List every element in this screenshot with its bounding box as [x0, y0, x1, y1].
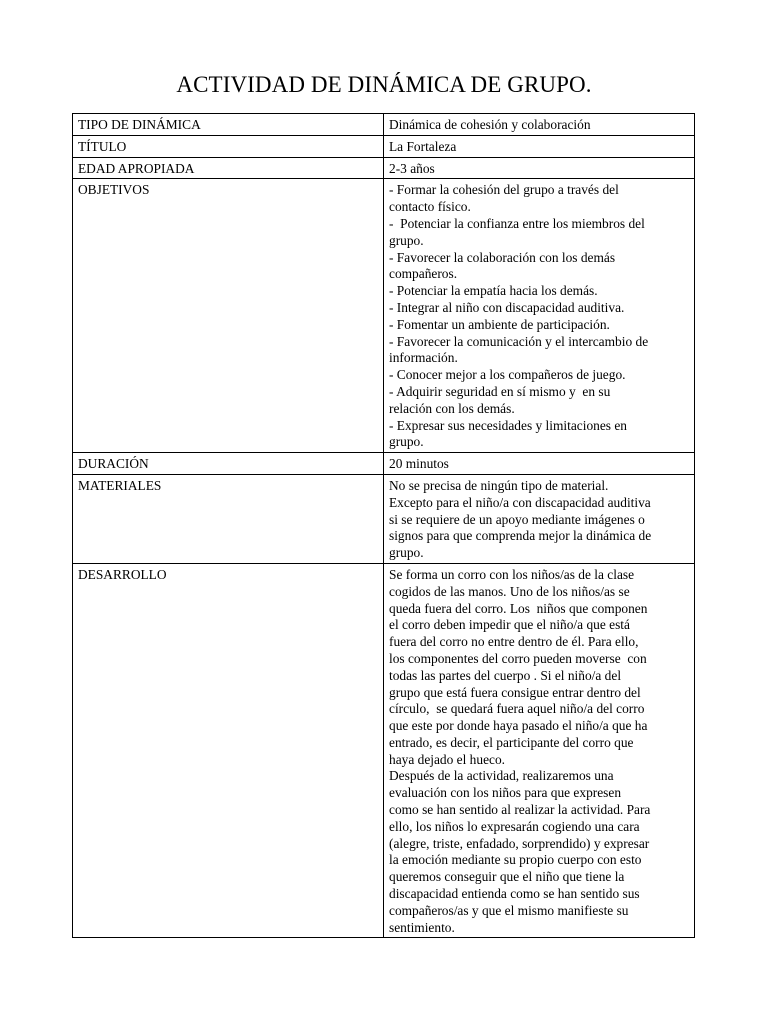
value-line: 20 minutos [389, 456, 449, 472]
value-line: Excepto para el niño/a con discapacidad auditiva [389, 494, 651, 510]
value-line: compañeros/as y que el mismo manifieste su [389, 902, 629, 918]
table-row [73, 453, 695, 475]
table-row [73, 179, 695, 453]
value-line: - Adquirir seguridad en sí mismo y en su [389, 383, 611, 399]
value-line: que este por donde haya pasado el niño/a que ha [389, 718, 648, 734]
row-value [384, 563, 695, 938]
value-line: No se precisa de ningún tipo de material. [389, 477, 609, 493]
page-title: ACTIVIDAD DE DINÁMICA DE GRUPO. [176, 72, 592, 97]
value-line: sentimiento. [389, 919, 455, 935]
value-line: fuera del corro no entre dentro de él. Para ello, [389, 634, 639, 650]
value-line: los componentes del corro pueden moverse con [389, 650, 647, 666]
value-line: contacto físico. [389, 199, 471, 215]
value-line: Se forma un corro con los niños/as de la clase [389, 566, 635, 582]
value-line: (alegre, triste, enfadado, sorprendido) y expresar [389, 835, 650, 851]
value-line: 2-3 años [389, 160, 435, 176]
row-label: OBJETIVOS [73, 179, 384, 453]
row-value [384, 453, 695, 475]
row-value [384, 474, 695, 563]
value-line: relación con los demás. [389, 400, 515, 416]
row-label: EDAD APROPIADA [73, 157, 384, 179]
value-line: queda fuera del corro. Los niños que componen [389, 600, 648, 616]
value-line: - Favorecer la comunicación y el intercambio de [389, 333, 649, 349]
value-line: - Expresar sus necesidades y limitaciones en [389, 417, 627, 433]
value-line: signos para que comprenda mejor la dinámica de [389, 528, 652, 544]
table-row [73, 135, 695, 157]
value-line: - Potenciar la empatía hacia los demás. [389, 283, 598, 299]
activity-table [72, 113, 695, 938]
value-line: círculo, se quedará fuera aquel niño/a del corro [389, 701, 645, 717]
value-line: grupo. [389, 545, 424, 561]
value-line: entrado, es decir, el participante del corro que [389, 734, 634, 750]
value-line: ello, los niños lo expresarán cogiendo una cara [389, 818, 640, 834]
row-label: DURACIÓN [73, 453, 384, 475]
value-line: discapacidad entienda como se han sentido sus [389, 886, 640, 902]
value-line: como se han sentido al realizar la actividad. Para [389, 802, 651, 818]
table-row [73, 157, 695, 179]
value-line: - Formar la cohesión del grupo a través del [389, 182, 619, 198]
value-line: todas las partes del cuerpo . Si el niño/a del [389, 667, 622, 683]
row-label: TÍTULO [73, 135, 384, 157]
value-line: el corro deben impedir que el niño/a que está [389, 617, 630, 633]
value-line: grupo que está fuera consigue entrar dentro del [389, 684, 641, 700]
value-line: - Potenciar la confianza entre los miembros del [389, 215, 645, 231]
value-line: Dinámica de cohesión y colaboración [389, 117, 591, 132]
value-line: - Integrar al niño con discapacidad auditiva. [389, 299, 625, 315]
value-line: - Conocer mejor a los compañeros de juego. [389, 367, 626, 383]
table-row [73, 563, 695, 938]
value-line: - Favorecer la colaboración con los demás [389, 249, 616, 265]
value-line: si se requiere de un apoyo mediante imágenes o [389, 511, 645, 527]
value-line: la emoción mediante su propio cuerpo con esto [389, 852, 642, 868]
table-row [73, 114, 695, 136]
value-line: grupo. [389, 232, 424, 248]
value-line: La Fortaleza [389, 138, 457, 154]
row-value [384, 179, 695, 453]
row-value [384, 157, 695, 179]
table-body [73, 114, 695, 938]
row-value [384, 135, 695, 157]
value-line: haya dejado el hueco. [389, 751, 505, 767]
value-line: información. [389, 350, 458, 366]
row-value [384, 114, 695, 136]
row-label: DESARROLLO [73, 563, 384, 938]
row-label: TIPO DE DINÁMICA [73, 114, 384, 136]
row-label: MATERIALES [73, 474, 384, 563]
value-line: Después de la actividad, realizaremos una [389, 768, 614, 784]
value-line: queremos conseguir que el niño que tiene la [389, 869, 625, 885]
value-line: evaluación con los niños para que expresen [389, 785, 622, 801]
value-line: grupo. [389, 434, 424, 450]
table-row [73, 474, 695, 563]
value-line: - Fomentar un ambiente de participación. [389, 316, 610, 332]
value-line: compañeros. [389, 266, 458, 282]
value-line: cogidos de las manos. Uno de los niños/as se [389, 583, 630, 599]
